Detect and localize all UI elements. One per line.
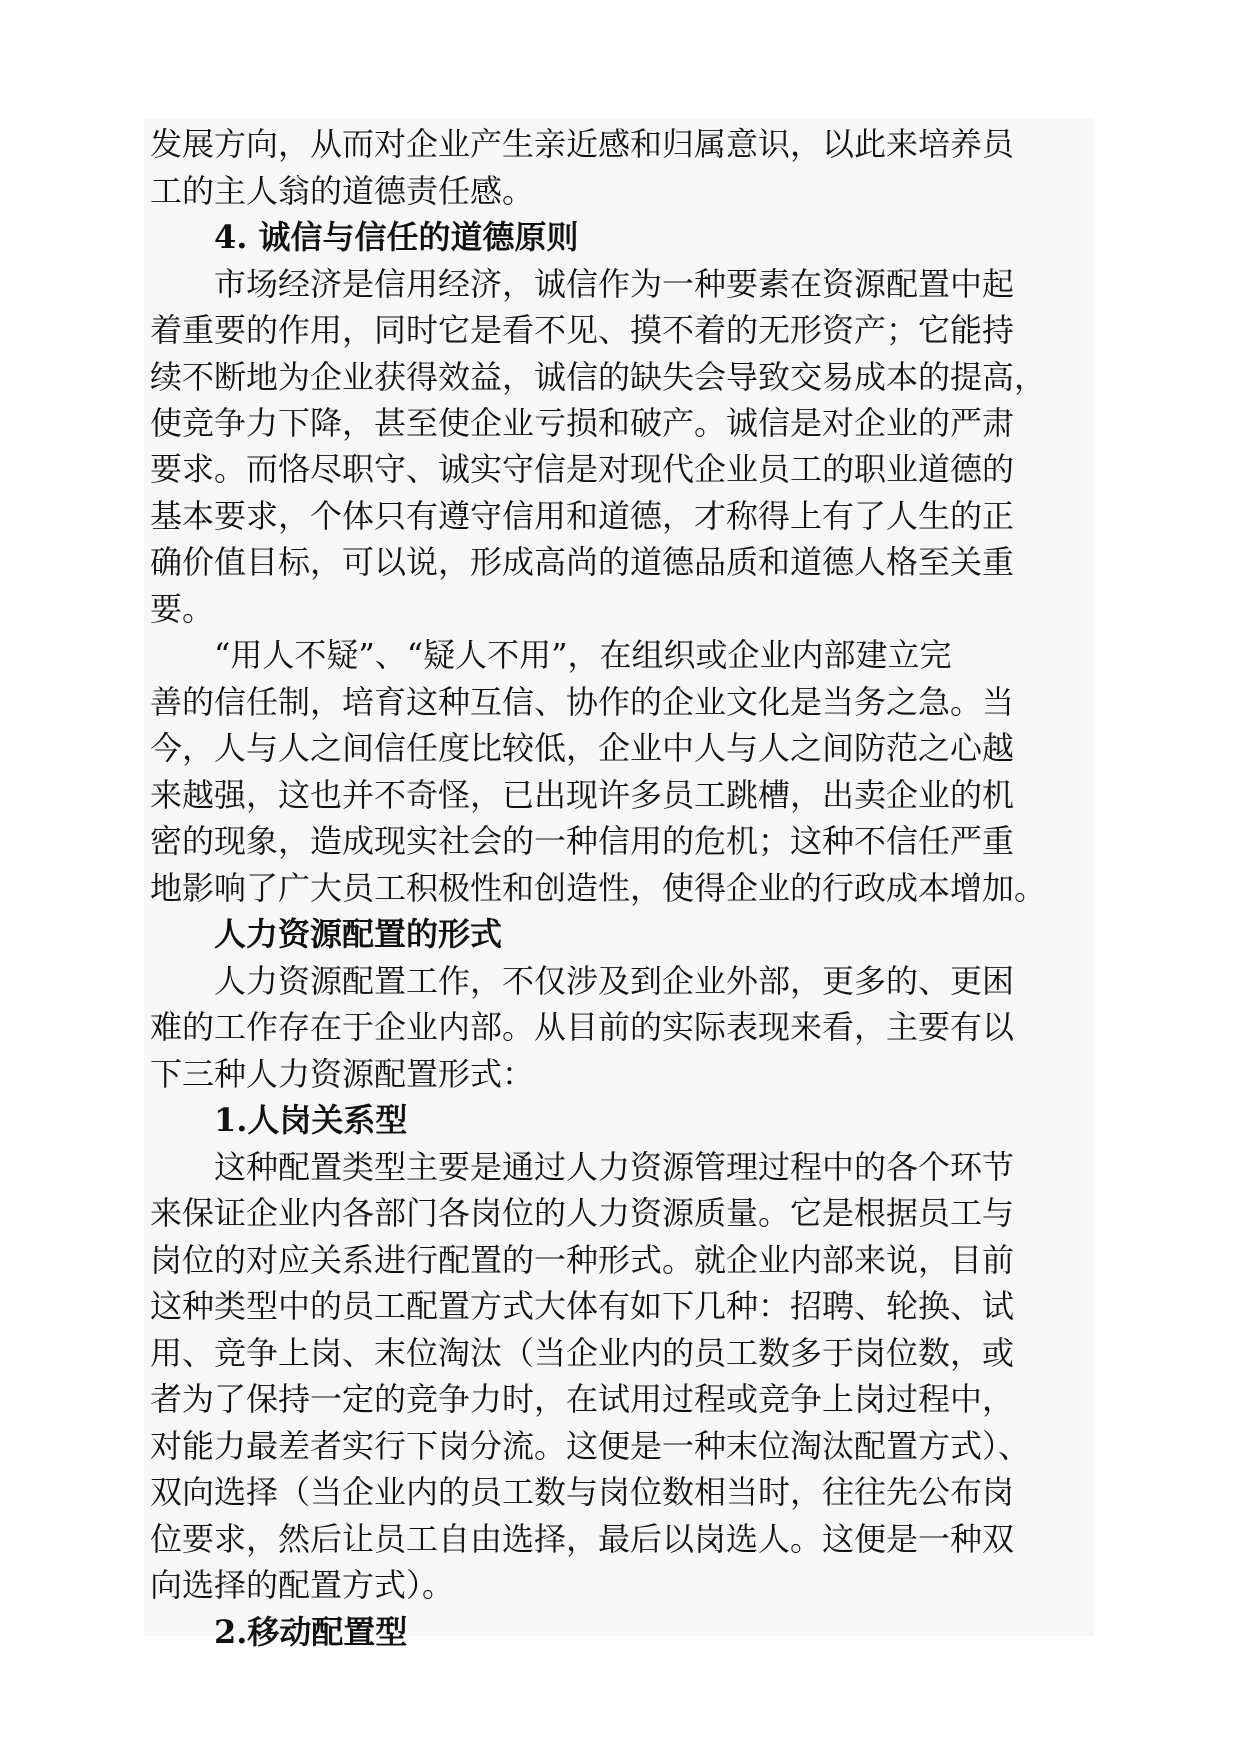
text-line: 工的主人翁的道德责任感。 <box>150 172 535 210</box>
text-line: 要。 <box>150 590 215 628</box>
text-line: 善的信任制，培育这种互信、协作的企业文化是当务之急。当 <box>150 683 1015 721</box>
text-line: 今，人与人之间信任度比较低，企业中人与人之间防范之心越 <box>150 729 1015 767</box>
text-line: 来保证企业内各部门各岗位的人力资源质量。它是根据员工与 <box>150 1194 1015 1232</box>
section-heading: 4. 诚信与信任的道德原则 <box>214 218 579 256</box>
subsection-heading: 1.人岗关系型 <box>214 1101 408 1139</box>
text-line: 确价值目标，可以说，形成高尚的道德品质和道德人格至关重 <box>150 543 1015 581</box>
text-line: 使竞争力下降，甚至使企业亏损和破产。诚信是对企业的严肃 <box>150 404 1015 442</box>
text-line: 地影响了广大员工积极性和创造性，使得企业的行政成本增加。 <box>150 869 1047 907</box>
text-line: 下三种人力资源配置形式： <box>150 1055 535 1093</box>
text-line: 要求。而恪尽职守、诚实守信是对现代企业员工的职业道德的 <box>150 450 1015 488</box>
text-line: 这种配置类型主要是通过人力资源管理过程中的各个环节 <box>214 1148 1015 1186</box>
text-line: 密的现象，造成现实社会的一种信用的危机；这种不信任严重 <box>150 822 1015 860</box>
text-line: 向选择的配置方式）。 <box>150 1566 455 1604</box>
section-heading: 人力资源配置的形式 <box>214 915 503 953</box>
text-line: 双向选择（当企业内的员工数与岗位数相当时，往往先公布岗 <box>150 1473 1015 1511</box>
text-line: 位要求，然后让员工自由选择，最后以岗选人。这便是一种双 <box>150 1520 1015 1558</box>
text-line: 基本要求，个体只有遵守信用和道德，才称得上有了人生的正 <box>150 497 1015 535</box>
text-line: 续不断地为企业获得效益，诚信的缺失会导致交易成本的提高， <box>150 358 1047 396</box>
text-line: 着重要的作用，同时它是看不见、摸不着的无形资产；它能持 <box>150 311 1015 349</box>
text-line: 这种类型中的员工配置方式大体有如下几种：招聘、轮换、试 <box>150 1287 1015 1325</box>
text-line: 对能力最差者实行下岗分流。这便是一种末位淘汰配置方式）、 <box>150 1427 1031 1465</box>
text-line: 者为了保持一定的竞争力时，在试用过程或竞争上岗过程中， <box>150 1380 1015 1418</box>
text-line: 发展方向，从而对企业产生亲近感和归属意识，以此来培养员 <box>150 125 1015 163</box>
text-line: 难的工作存在于企业内部。从目前的实际表现来看，主要有以 <box>150 1008 1015 1046</box>
subsection-heading: 2.移动配置型 <box>214 1613 408 1651</box>
text-line: 人力资源配置工作，不仅涉及到企业外部，更多的、更困 <box>214 962 1015 1000</box>
text-line: 市场经济是信用经济，诚信作为一种要素在资源配置中起 <box>214 265 1015 303</box>
text-line: “用人不疑”、“疑人不用”，在组织或企业内部建立完 <box>214 636 952 674</box>
text-line: 来越强，这也并不奇怪，已出现许多员工跳槽，出卖企业的机 <box>150 776 1015 814</box>
text-line: 用、竞争上岗、末位淘汰（当企业内的员工数多于岗位数，或 <box>150 1334 1015 1372</box>
text-line: 岗位的对应关系进行配置的一种形式。就企业内部来说，目前 <box>150 1241 1015 1279</box>
